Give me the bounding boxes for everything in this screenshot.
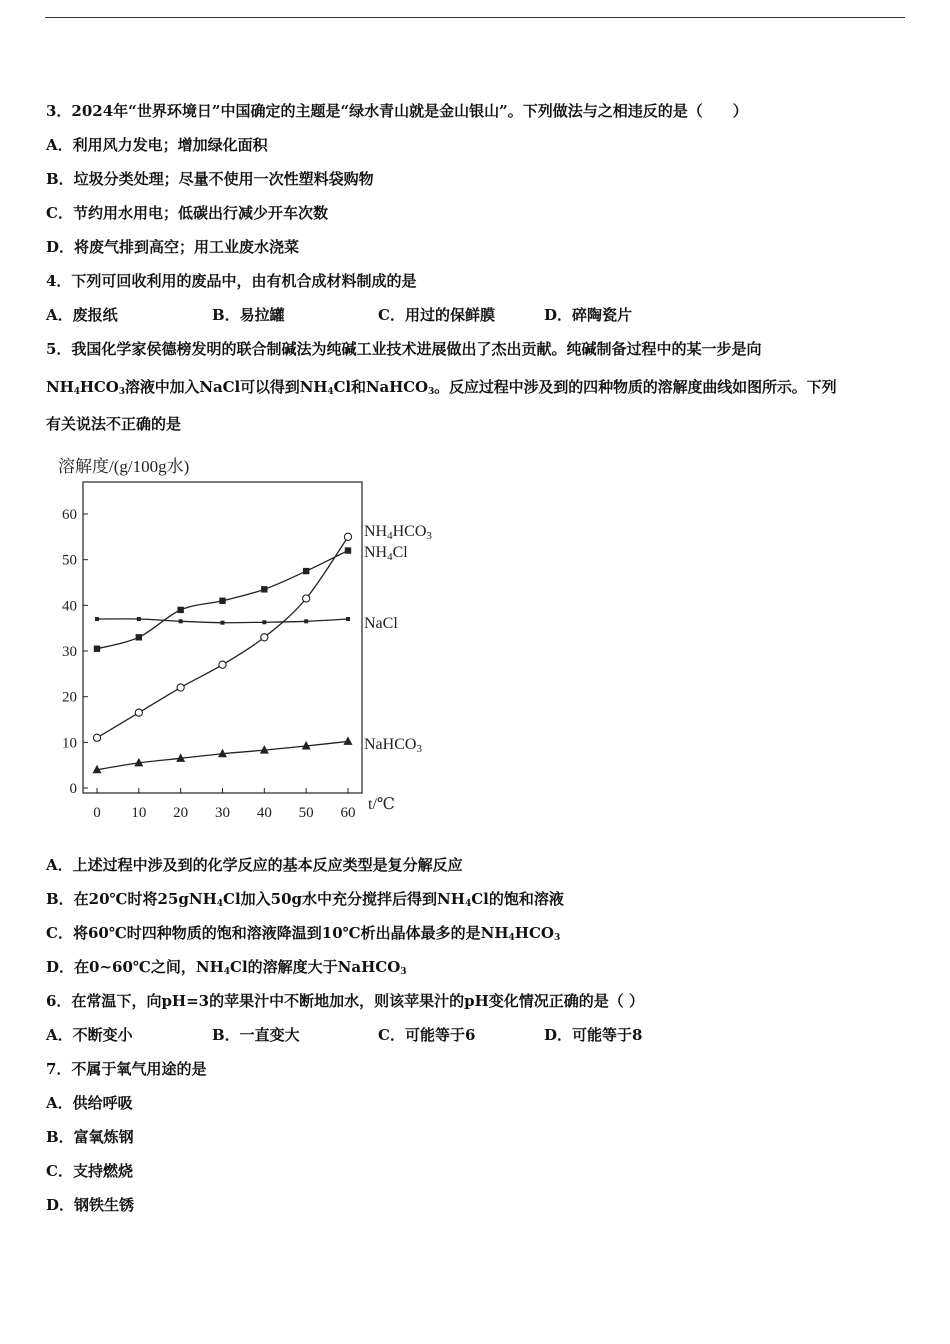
y-tick-label: 10 xyxy=(62,735,77,752)
q3-stem: 3．2024年“世界环境日”中国确定的主题是“绿水青山就是金山银山”。下列做法与之相违反的是（ ） xyxy=(46,102,748,120)
y-tick-label: 30 xyxy=(62,644,77,660)
series-label-nh4hco3: NH4HCO3 xyxy=(364,523,432,542)
y-tick-label: 40 xyxy=(62,598,77,615)
x-tick-label: 50 xyxy=(298,805,314,821)
q3-option-b[interactable]: B．垃圾分类处理；尽量不使用一次性塑料袋购物 xyxy=(46,170,374,188)
data-point-nh4cl xyxy=(345,547,351,553)
series-label-nahco3: NaHCO3 xyxy=(364,736,422,755)
data-point-nacl xyxy=(95,617,99,621)
y-tick-label: 60 xyxy=(62,507,77,523)
data-point-nacl xyxy=(304,619,308,623)
data-point-nh4cl xyxy=(303,568,309,574)
q4-option-b[interactable]: B．易拉罐 xyxy=(212,306,285,324)
q5-stem-line1: 5．我国化学家侯德榜发明的联合制碱法为纯碱工业技术进展做出了杰出贡献。纯碱制备过程中的某一步是向 xyxy=(46,340,762,358)
q7-option-b[interactable]: B．富氧炼钢 xyxy=(46,1128,134,1146)
x-tick-label: 40 xyxy=(256,805,272,821)
q6-option-b[interactable]: B．一直变大 xyxy=(212,1026,300,1044)
q6-option-d[interactable]: D．可能等于8 xyxy=(544,1026,643,1044)
q5-option-b[interactable]: B．在20℃时将25gNH$_4$Cl加入50g水中充分搅拌后得到$NH_4Cl$的饱和溶液 xyxy=(46,890,564,909)
q4-option-a[interactable]: A．废报纸 xyxy=(46,306,118,324)
x-tick-label: 10 xyxy=(131,805,147,821)
chart-labels xyxy=(364,523,432,755)
chart-series xyxy=(93,533,353,773)
q6-options xyxy=(46,1025,642,1045)
series-nahco3 xyxy=(93,736,353,773)
q5-option-a[interactable]: A．上述过程中涉及到的化学反应的基本反应类型是复分解反应 xyxy=(46,856,463,874)
solubility-chart xyxy=(50,452,450,832)
q4-stem: 4．下列可回收利用的废品中，由有机合成材料制成的是 xyxy=(46,272,417,290)
chart-frame xyxy=(83,482,362,793)
data-point-nahco3 xyxy=(344,736,353,745)
q4-options xyxy=(46,305,632,325)
x-tick-label: 20 xyxy=(173,805,189,821)
data-point-nacl xyxy=(221,621,225,625)
data-point-nh4hco3 xyxy=(135,709,142,716)
data-point-nh4hco3 xyxy=(303,595,310,602)
q7-option-d[interactable]: D．钢铁生锈 xyxy=(46,1196,135,1214)
series-nh4cl xyxy=(94,547,351,652)
data-point-nh4hco3 xyxy=(177,684,184,691)
y-tick-label: 0 xyxy=(69,781,77,797)
data-point-nh4cl xyxy=(94,646,100,652)
q5-option-c[interactable]: C．将60℃时四种物质的饱和溶液降温到10℃析出晶体最多的是$NH_4HCO_3$ xyxy=(46,924,561,943)
q5-stem-line3: 有关说法不正确的是 xyxy=(46,415,182,433)
data-point-nh4cl xyxy=(261,586,267,592)
q3-option-a[interactable]: A．利用风力发电；增加绿化面积 xyxy=(46,136,268,154)
q6-option-a[interactable]: A．不断变小 xyxy=(46,1026,133,1044)
q4-option-c[interactable]: C．用过的保鲜膜 xyxy=(378,306,495,324)
q3-option-c[interactable]: C．节约用水用电；低碳出行减少开车次数 xyxy=(46,204,328,222)
x-tick-label: 60 xyxy=(340,805,356,821)
x-axis-label: t/℃ xyxy=(368,796,395,813)
q6-option-c[interactable]: C．可能等于6 xyxy=(378,1026,476,1044)
q4-option-d[interactable]: D．碎陶瓷片 xyxy=(544,306,633,324)
data-point-nacl xyxy=(179,619,183,623)
x-tick-label: 0 xyxy=(93,805,101,821)
header-rule xyxy=(45,17,905,18)
chart-plot-frame xyxy=(83,482,362,793)
x-tick-label: 30 xyxy=(215,805,230,821)
data-point-nh4cl xyxy=(219,598,225,604)
chart-axes xyxy=(58,457,395,821)
y-tick-label: 20 xyxy=(62,689,77,706)
q7-option-a[interactable]: A．供给呼吸 xyxy=(46,1094,133,1112)
q7-option-c[interactable]: C．支持燃烧 xyxy=(46,1162,133,1180)
q5-stem-line2: $NH_4HCO_3$溶液中加入NaCl可以得到$NH_4Cl$和NaHCO$_3$。反应过程中涉及到的四种物质的溶解度曲线如图所示。下列 xyxy=(46,378,837,397)
q6-stem: 6．在常温下，向pH=3的苹果汁中不断地加水，则该苹果汁的pH变化情况正确的是（ ） xyxy=(46,992,644,1010)
data-point-nh4cl xyxy=(136,634,142,640)
data-point-nacl xyxy=(262,620,266,624)
data-point-nacl xyxy=(137,617,141,621)
series-nacl xyxy=(95,617,350,625)
data-point-nacl xyxy=(346,617,350,621)
y-tick-label: 50 xyxy=(62,552,77,569)
series-label-nacl: NaCl xyxy=(364,615,398,632)
data-point-nh4hco3 xyxy=(344,533,351,540)
q3-option-d[interactable]: D．将废气排到高空；用工业废水浇菜 xyxy=(46,238,300,256)
data-point-nh4cl xyxy=(177,607,183,613)
q5-option-d[interactable]: D．在0~60℃之间，$NH_4Cl$的溶解度大于NaHCO$_3$ xyxy=(46,958,407,977)
data-point-nh4hco3 xyxy=(261,634,268,641)
data-point-nh4hco3 xyxy=(219,661,226,668)
series-line-nh4hco3 xyxy=(97,537,348,738)
y-axis-label: 溶解度/(g/100g水) xyxy=(58,457,190,476)
q7-stem: 7．不属于氧气用途的是 xyxy=(46,1060,207,1078)
data-point-nh4hco3 xyxy=(93,734,100,741)
series-label-nh4cl: NH4Cl xyxy=(364,544,408,563)
series-nh4hco3 xyxy=(93,533,351,741)
